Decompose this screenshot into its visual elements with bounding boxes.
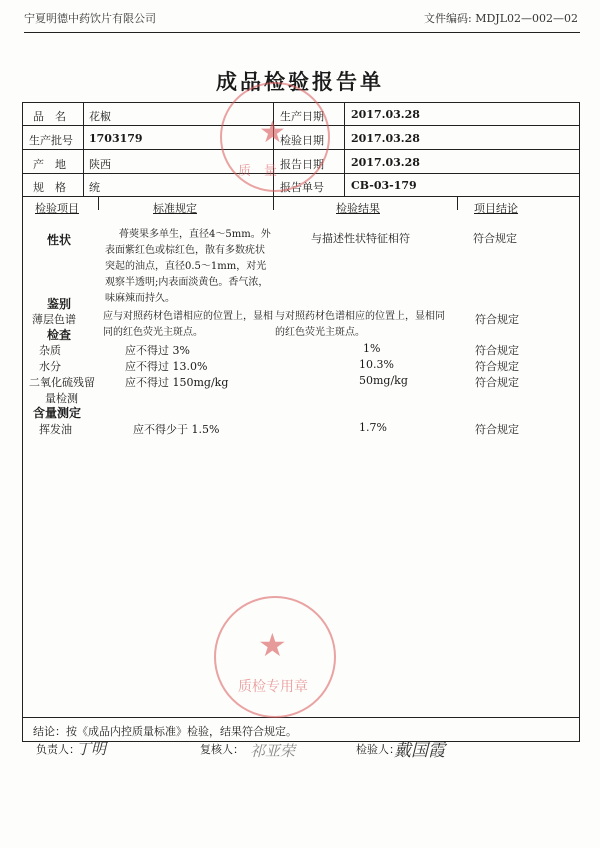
header-standard: 标准规定 — [153, 202, 197, 215]
col-divider — [273, 196, 274, 210]
section-character: 性状 — [47, 233, 72, 247]
label-product-name: 品 名 — [33, 110, 66, 123]
label-report-number: 报告单号 — [280, 181, 324, 194]
character-standard: 蓇葖果多单生，直径4～5mm。外表面紫红色或棕红色，散有多数疣状突起的油点，直径0.5～1mm，对光观察半透明;内表面淡黄色。香气浓，味麻辣而持久。 — [105, 229, 271, 304]
reviewer-label: 复核人： — [200, 743, 244, 756]
value-report-number: CB-03-179 — [351, 179, 417, 192]
value-product-name: 花椒 — [89, 110, 111, 123]
check-item: 二氧化硫残留 — [29, 376, 95, 389]
col-divider — [98, 196, 99, 210]
check-item: 杂质 — [39, 344, 61, 357]
section-identify: 鉴别 — [47, 297, 72, 311]
check-standard: 应不得过 13.0% — [125, 360, 208, 373]
tlc-conclusion: 符合规定 — [475, 313, 519, 326]
label-batch-number: 生产批号 — [29, 134, 73, 147]
label-spec: 规 格 — [33, 181, 66, 194]
check-item-line2: 量检测 — [45, 392, 78, 405]
header-result: 检验结果 — [336, 202, 380, 215]
page-title: 成品检验报告单 — [216, 69, 384, 94]
check-conclusion: 符合规定 — [475, 376, 519, 389]
value-production-date: 2017.03.28 — [351, 108, 420, 121]
row-divider — [23, 196, 579, 197]
conclusion-text: 结论：按《成品内控质量标准》检验，结果符合规定。 — [33, 725, 297, 738]
inspector-label: 检验人： — [356, 743, 400, 756]
stamp-label: 质 量 — [238, 164, 278, 179]
col-divider — [83, 103, 84, 196]
tlc-item: 薄层色谱 — [32, 313, 76, 326]
character-conclusion: 符合规定 — [473, 232, 517, 245]
section-check: 检查 — [47, 328, 72, 342]
check-result: 1% — [363, 342, 381, 355]
label-inspection-date: 检验日期 — [280, 134, 324, 147]
label-report-date: 报告日期 — [280, 158, 324, 171]
reviewer-signature: 祁亚荣 — [250, 742, 296, 760]
content-conclusion: 符合规定 — [475, 423, 519, 436]
stamp-star-icon: ★ — [258, 626, 287, 664]
label-origin: 产 地 — [33, 158, 66, 171]
value-spec: 统 — [89, 181, 100, 194]
content-standard: 应不得少于 1.5% — [133, 423, 220, 436]
check-conclusion: 符合规定 — [475, 344, 519, 357]
value-report-date: 2017.03.28 — [351, 156, 420, 169]
stamp-label: 质检专用章 — [238, 679, 308, 695]
col-divider — [457, 196, 458, 210]
check-standard: 应不得过 3% — [125, 344, 190, 357]
tlc-result: 与对照药材色谱相应的位置上，显相同的红色荧光主斑点。 — [275, 311, 445, 338]
character-result: 与描述性状特征相符 — [311, 232, 410, 245]
check-result: 50mg/kg — [359, 374, 408, 387]
content-result: 1.7% — [359, 421, 387, 434]
responsible-signature: 丁明 — [76, 740, 107, 758]
value-batch-number: 1703179 — [89, 132, 143, 145]
value-inspection-date: 2017.03.28 — [351, 132, 420, 145]
check-result: 10.3% — [359, 358, 394, 371]
tlc-standard: 应与对照药材色谱相应的位置上，显相同的红色荧光主斑点。 — [103, 311, 273, 338]
col-divider — [344, 103, 345, 196]
header-divider — [24, 32, 580, 33]
conclusion-divider — [23, 717, 579, 718]
content-item: 挥发油 — [39, 423, 72, 436]
value-origin: 陕西 — [89, 158, 111, 171]
header-conclusion: 项目结论 — [474, 202, 518, 215]
document-number: 文件编码: MDJL02—002—02 — [424, 12, 578, 25]
section-content: 含量测定 — [33, 406, 82, 420]
inspector-signature: 戴国霞 — [394, 741, 445, 761]
label-production-date: 生产日期 — [280, 110, 324, 123]
header-item: 检验项目 — [35, 202, 79, 215]
check-conclusion: 符合规定 — [475, 360, 519, 373]
check-item: 水分 — [39, 360, 61, 373]
company-name: 宁夏明德中药饮片有限公司 — [24, 12, 156, 25]
responsible-label: 负责人： — [36, 743, 80, 756]
check-standard: 应不得过 150mg/kg — [125, 376, 229, 389]
stamp-star-icon: ★ — [259, 115, 286, 150]
